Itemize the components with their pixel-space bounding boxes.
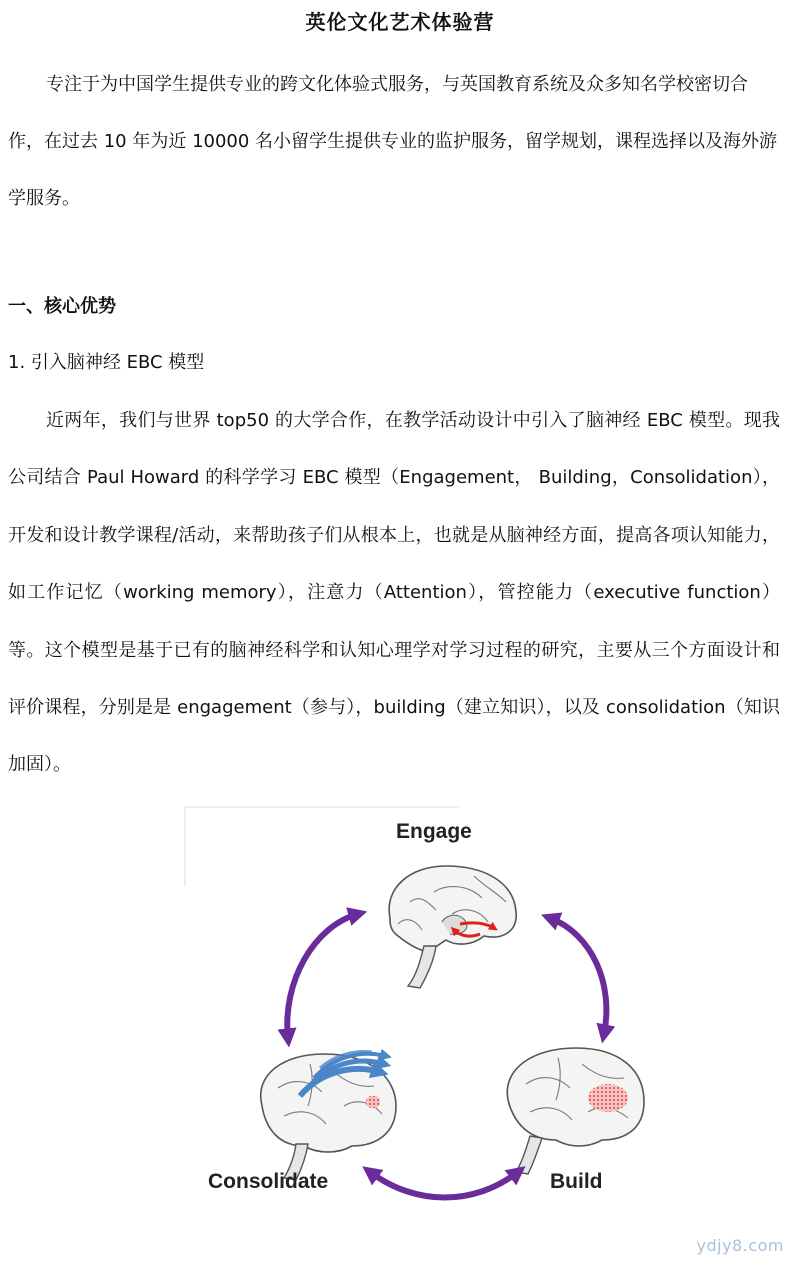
build-label: Build <box>550 1170 603 1193</box>
engage-build-arrow <box>550 918 606 1034</box>
section-heading: 一、核心优势 <box>8 296 116 317</box>
page-title: 英伦文化艺术体验营 <box>305 10 495 34</box>
engage-label: Engage <box>396 820 472 843</box>
engage-brain-illustration <box>389 866 516 988</box>
consolidate-brain-illustration <box>261 1052 396 1180</box>
consolidate-highlight-region <box>366 1096 380 1108</box>
consolidate-label: Consolidate <box>208 1170 329 1193</box>
ebc-model-figure <box>184 806 664 1226</box>
watermark: ydjy8.com <box>696 1236 784 1255</box>
build-brain-illustration <box>507 1048 644 1174</box>
engage-consolidate-arrow <box>287 914 358 1038</box>
ebc-diagram <box>184 806 664 1226</box>
intro-paragraph: 专注于为中国学生提供专业的跨文化体验式服务，与英国教育系统及众多知名学校密切合作，在过去 10 年为近 10000 名小留学生提供专业的监护服务，留学规划，课程选择以及海外游学服务。 <box>8 74 778 209</box>
build-highlight-region <box>588 1084 628 1112</box>
sub-heading: 1. 引入脑神经 EBC 模型 <box>8 352 205 373</box>
body-paragraph: 近两年，我们与世界 top50 的大学合作，在教学活动设计中引入了脑神经 EBC 模型。现我公司结合 Paul Howard 的科学学习 EBC 模型（Engagement， Building，Consolidation），开发和设计教学课程/活动，来帮助孩子们从根本上，也就是从脑神经方面，提高各项认知能力，如工作记忆（working memory），注意力（Attention），管控能力（executive function）等。这个模型是基于已有的脑神经科学和认知心理学对学习过程的研究，主要从三个方面设计和评价课程，分别是是 engagement（参与），building（建立知识），以及 consolidation（知识加固）。 <box>8 410 780 776</box>
consolidate-build-arrow <box>370 1172 518 1198</box>
